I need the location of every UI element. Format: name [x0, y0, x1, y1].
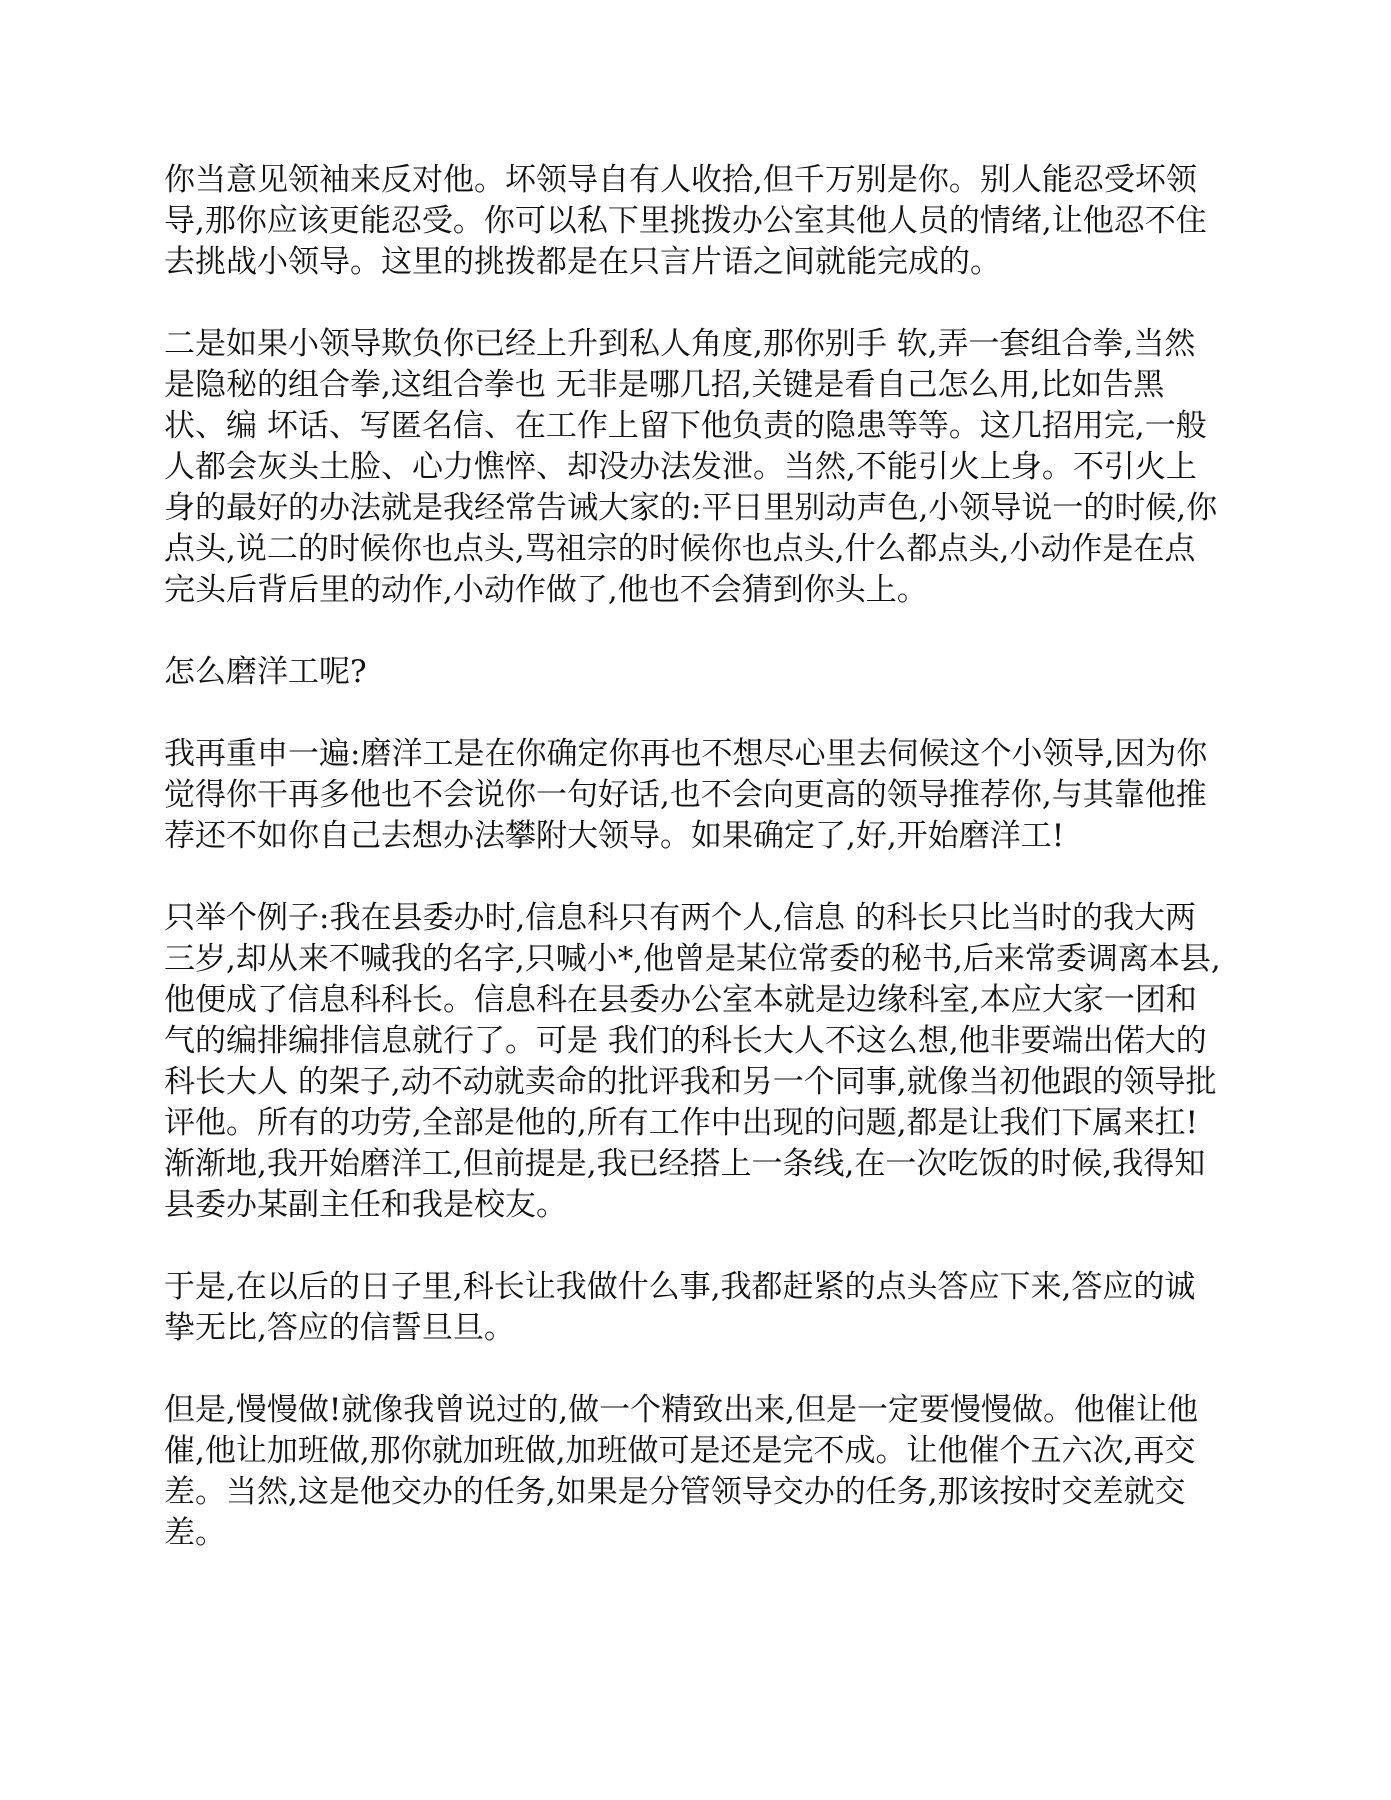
paragraph-3: 怎么磨洋工呢? [164, 654, 367, 690]
paragraph-4: 我再重申一遍:磨洋工是在你确定你再也不想尽心里去伺候这个小领导,因为你觉得你干再多他也不会说你一句好话,也不会向更高的领导推荐你,与其靠他推荐还不如你自己去想办法攀附大领导。如果确定了,好,开始磨洋工! [164, 736, 1208, 854]
paragraph-6: 于是,在以后的日子里,科长让我做什么事,我都赶紧的点头答应下来,答应的诚挚无比,答应的信誓旦旦。 [164, 1269, 1196, 1346]
paragraph-2: 二是如果小领导欺负你已经上升到私人角度,那你别手 软,弄一套组合拳,当然是隐秘的组合拳,这组合拳也 无非是哪几招,关键是看自己怎么用,比如告黑状、编 坏话、写匿名信、在工作上留下他负责的隐患等等。这几招用完,一般人都会灰头土脸、心力憔悴、却没办法发泄。当然,不能引火上身。不引火上身的最好的办法就是我经常告诫大家的:平日里别动声色,小领导说一的时候,你点头,说二的时候你也点头,骂祖宗的时候你也点头,什么都点头,小动作是在点完头后背后里的动作,小动作做了,他也不会猜到你头上。 [164, 326, 1218, 608]
paragraph-1: 你当意见领袖来反对他。坏领导自有人收拾,但千万别是你。别人能忍受坏领导,那你应该更能忍受。你可以私下里挑拨办公室其他人员的情绪,让他忍不住去挑战小领导。这里的挑拨都是在只言片语之间就能完成的。 [164, 162, 1207, 280]
paragraph-7: 但是,慢慢做!就像我曾说过的,做一个精致出来,但是一定要慢慢做。他催让他催,他让加班做,那你就加班做,加班做可是还是完不成。让他催个五六次,再交差。当然,这是他交办的任务,如果是分管领导交办的任务,那该按时交差就交差。 [164, 1392, 1199, 1551]
paragraph-5: 只举个例子:我在县委办时,信息科只有两个人,信息 的科长只比当时的我大两三岁,却从来不喊我的名字,只喊小*,他曾是某位常委的秘书,后来常委调离本县,他便成了信息科科长。信息科在县委办公室本就是边缘科室,本应大家一团和气的编排编排信息就行了。可是 我们的科长大人不这么想,他非要端出偌大的科长大人 的架子,动不动就卖命的批评我和另一个同事,就像当初他跟的领导批评他。所有的功劳,全部是他的,所有工作中出现的问题,都是让我们下属来扛!渐渐地,我开始磨洋工,但前提是,我已经搭上一条线,在一次吃饭的时候,我得知县委办某副主任和我是校友。 [164, 900, 1221, 1223]
document-page [164, 160, 1224, 1595]
